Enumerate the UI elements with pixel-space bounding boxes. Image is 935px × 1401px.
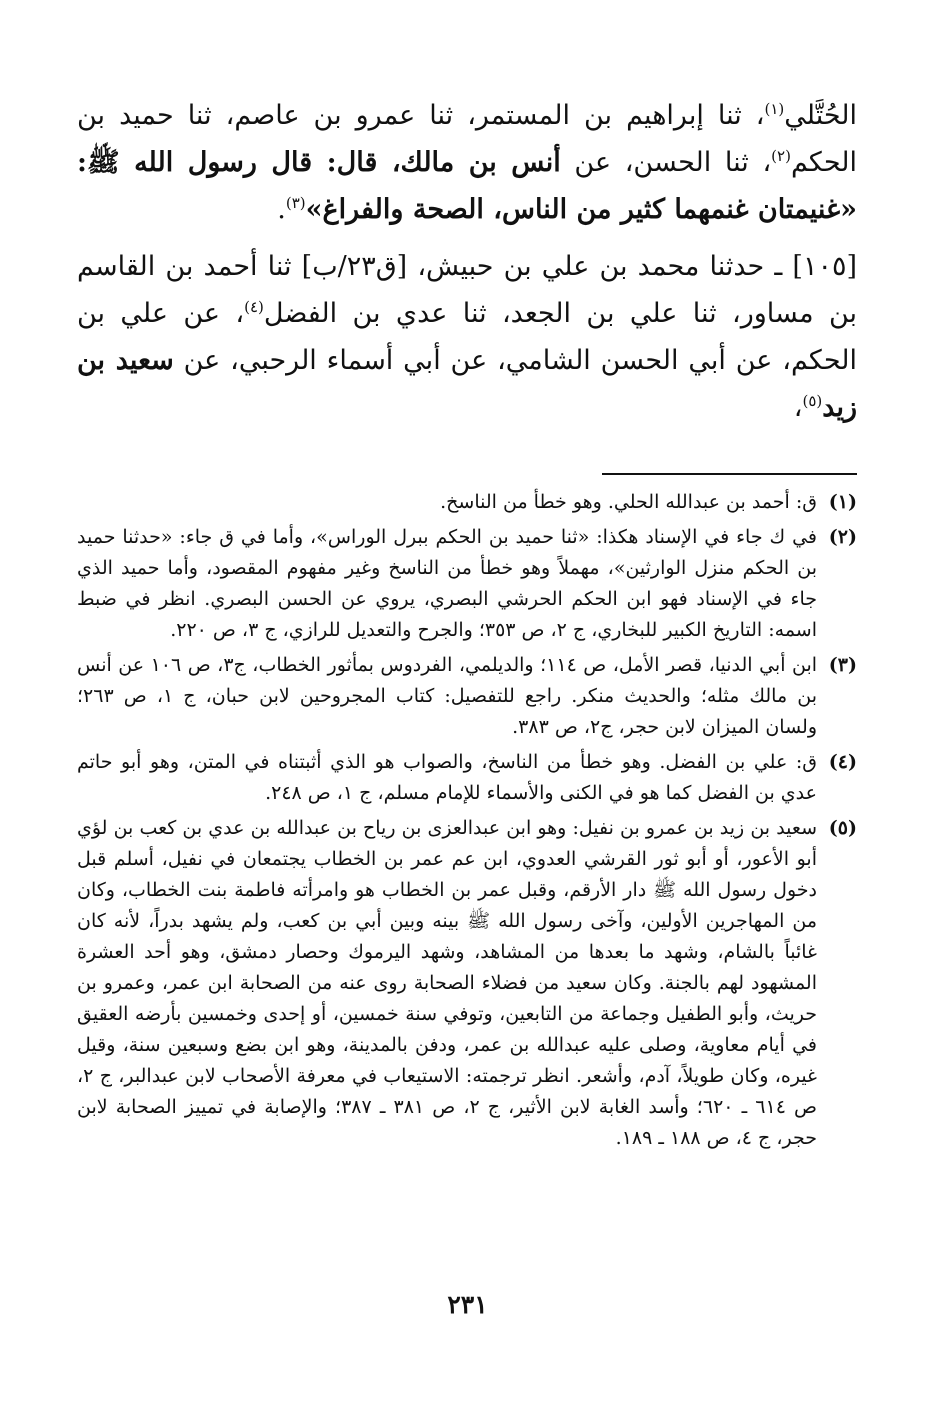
hadith-text: أنس بن مالك، قال: قال رسول الله ﷺ: «غنيمتان غنمهما كثير من الناس، الصحة والفراغ» xyxy=(77,147,857,225)
footnote-separator xyxy=(602,473,857,475)
text-segment: [١٠٥] ـ حدثنا محمد بن علي بن حبيش، [ق٢٣/ب] ثنا أحمد بن القاسم بن مساور، ثنا علي بن الجعد، ثنا عدي بن الفضل xyxy=(77,251,858,329)
page-number: ٢٣١ xyxy=(447,1290,488,1319)
footnote-text: سعيد بن زيد بن عمرو بن نفيل: وهو ابن عبدالعزى بن رياح بن عبدالله بن عدي بن كعب بن لؤي أبو الأعور، أو أبو ثور القرشي العدوي، ابن عم عمر بن الخطاب يجتمعان في نفيل، أسلم قبل دخول رسول الله ﷺ دار الأرقم، وقبل عمر بن الخطاب هو وامرأته فاطمة بنت الخطاب، وكان من المهاجرين الأولين، وآخى رسول الله ﷺ بينه وبين أبي بن كعب، ولم يشهد بدراً، لأنه كان غائباً بالشام، وشهد ما بعدها من المشاهد، وشهد اليرموك وحصار دمشق، وهو أحد العشرة المشهود لهم بالجنة. وكان سعيد من فضلاء الصحابة روى عنه من الصحابة ابن عمر، وعمرو بن حريث، وأبو الطفيل وجماعة من التابعين، وتوفي سنة خمسين، أو إحدى وخمسين بأرضه العقيق في أيام معاوية، وصلى عليه عبدالله بن عمر، ودفن بالمدينة، وهو ابن بضع وسبعين سنة، وقيل غيره، وكان طويلاً، آدم، وأشعر. انظر ترجمته: الاستيعاب في معرفة الأصحاب لابن عبدالبر، ج ٢، ص ٦١٤ ـ ٦٢٠؛ وأسد الغابة لابن الأثير، ج ٢، ص ٣٨١ ـ ٣٨٧؛ والإصابة في تمييز الصحابة لابن حجر، ج ٤، ص ١٨٨ ـ ١٨٩. xyxy=(77,817,817,1149)
text-segment: ، xyxy=(793,392,803,423)
footnote-number: (٥) xyxy=(828,817,857,839)
text-segment: . xyxy=(277,194,286,225)
footnote-ref-1[interactable]: (١) xyxy=(764,100,785,118)
footnote-text: في ك جاء في الإسناد هكذا: «ثنا حميد بن الحكم ببرل الوراس»، وأما في ق جاء: «حدثنا حميد بن الحكم منزل الوارثين»، مهملاً وهو خطأ من الناسخ وغير مفهوم المقصود، وأما حميد الذي جاء في الإسناد فهو ابن الحكم الحرشي البصري، يروي عن الحسن البصري. انظر في ضبط اسمه: التاريخ الكبير للبخاري، ج ٢، ص ٣٥٣؛ والجرح والتعديل للرازي، ج ٣، ص ٢٢٠. xyxy=(77,526,817,641)
footnote-ref-4[interactable]: (٤) xyxy=(244,298,264,316)
footnote-ref-3[interactable]: (٣) xyxy=(285,194,306,212)
footnote-5 xyxy=(77,813,857,1154)
main-text xyxy=(77,92,857,431)
text-segment: الحُتَّلي xyxy=(784,100,857,131)
footnote-number: (٢) xyxy=(828,526,857,548)
footnote-ref-5[interactable]: (٥) xyxy=(802,392,823,410)
text-segment: ، ثنا الحسن، عن xyxy=(560,147,772,178)
footnote-text: ق: أحمد بن عبدالله الحلي. وهو خطأ من الناسخ. xyxy=(440,491,817,513)
text-segment: ، عن علي بن الحكم، عن أبي الحسن الشامي، عن أبي أسماء الرحبي، عن xyxy=(77,298,857,376)
main-paragraph-1 xyxy=(77,92,857,233)
main-paragraph-2 xyxy=(77,243,857,431)
footnote-text: ق: علي بن الفضل. وهو خطأ من الناسخ، والصواب هو الذي أثبتناه في المتن، وهو أبو حاتم عدي بن الفضل كما هو في الكنى والأسماء للإمام مسلم، ج ١، ص ٢٤٨. xyxy=(77,751,817,804)
footnotes xyxy=(77,487,857,1154)
page-content xyxy=(77,92,857,1158)
footnote-ref-2[interactable]: (٢) xyxy=(771,147,791,165)
footnote-number: (٤) xyxy=(828,751,857,773)
footnote-3 xyxy=(77,650,857,743)
narrator-name: سعيد بن زيد xyxy=(77,345,857,423)
footnote-text: ابن أبي الدنيا، قصر الأمل، ص ١١٤؛ والديلمي، الفردوس بمأثور الخطاب، ج٣، ص ١٠٦ عن أنس بن مالك مثله؛ والحديث منكر. راجع للتفصيل: كتاب المجروحين لابن حبان، ج ١، ص ٢٦٣؛ ولسان الميزان لابن حجر، ج٢، ص ٣٨٣. xyxy=(77,654,818,738)
footnote-number: (١) xyxy=(828,491,857,513)
footnote-number: (٣) xyxy=(828,654,857,676)
footnote-1 xyxy=(77,487,857,518)
footnote-4 xyxy=(77,747,857,809)
footnote-2 xyxy=(77,522,857,646)
text-segment: ، ثنا إبراهيم بن المستمر، ثنا عمرو بن عاصم، ثنا حميد بن الحكم xyxy=(77,100,857,178)
